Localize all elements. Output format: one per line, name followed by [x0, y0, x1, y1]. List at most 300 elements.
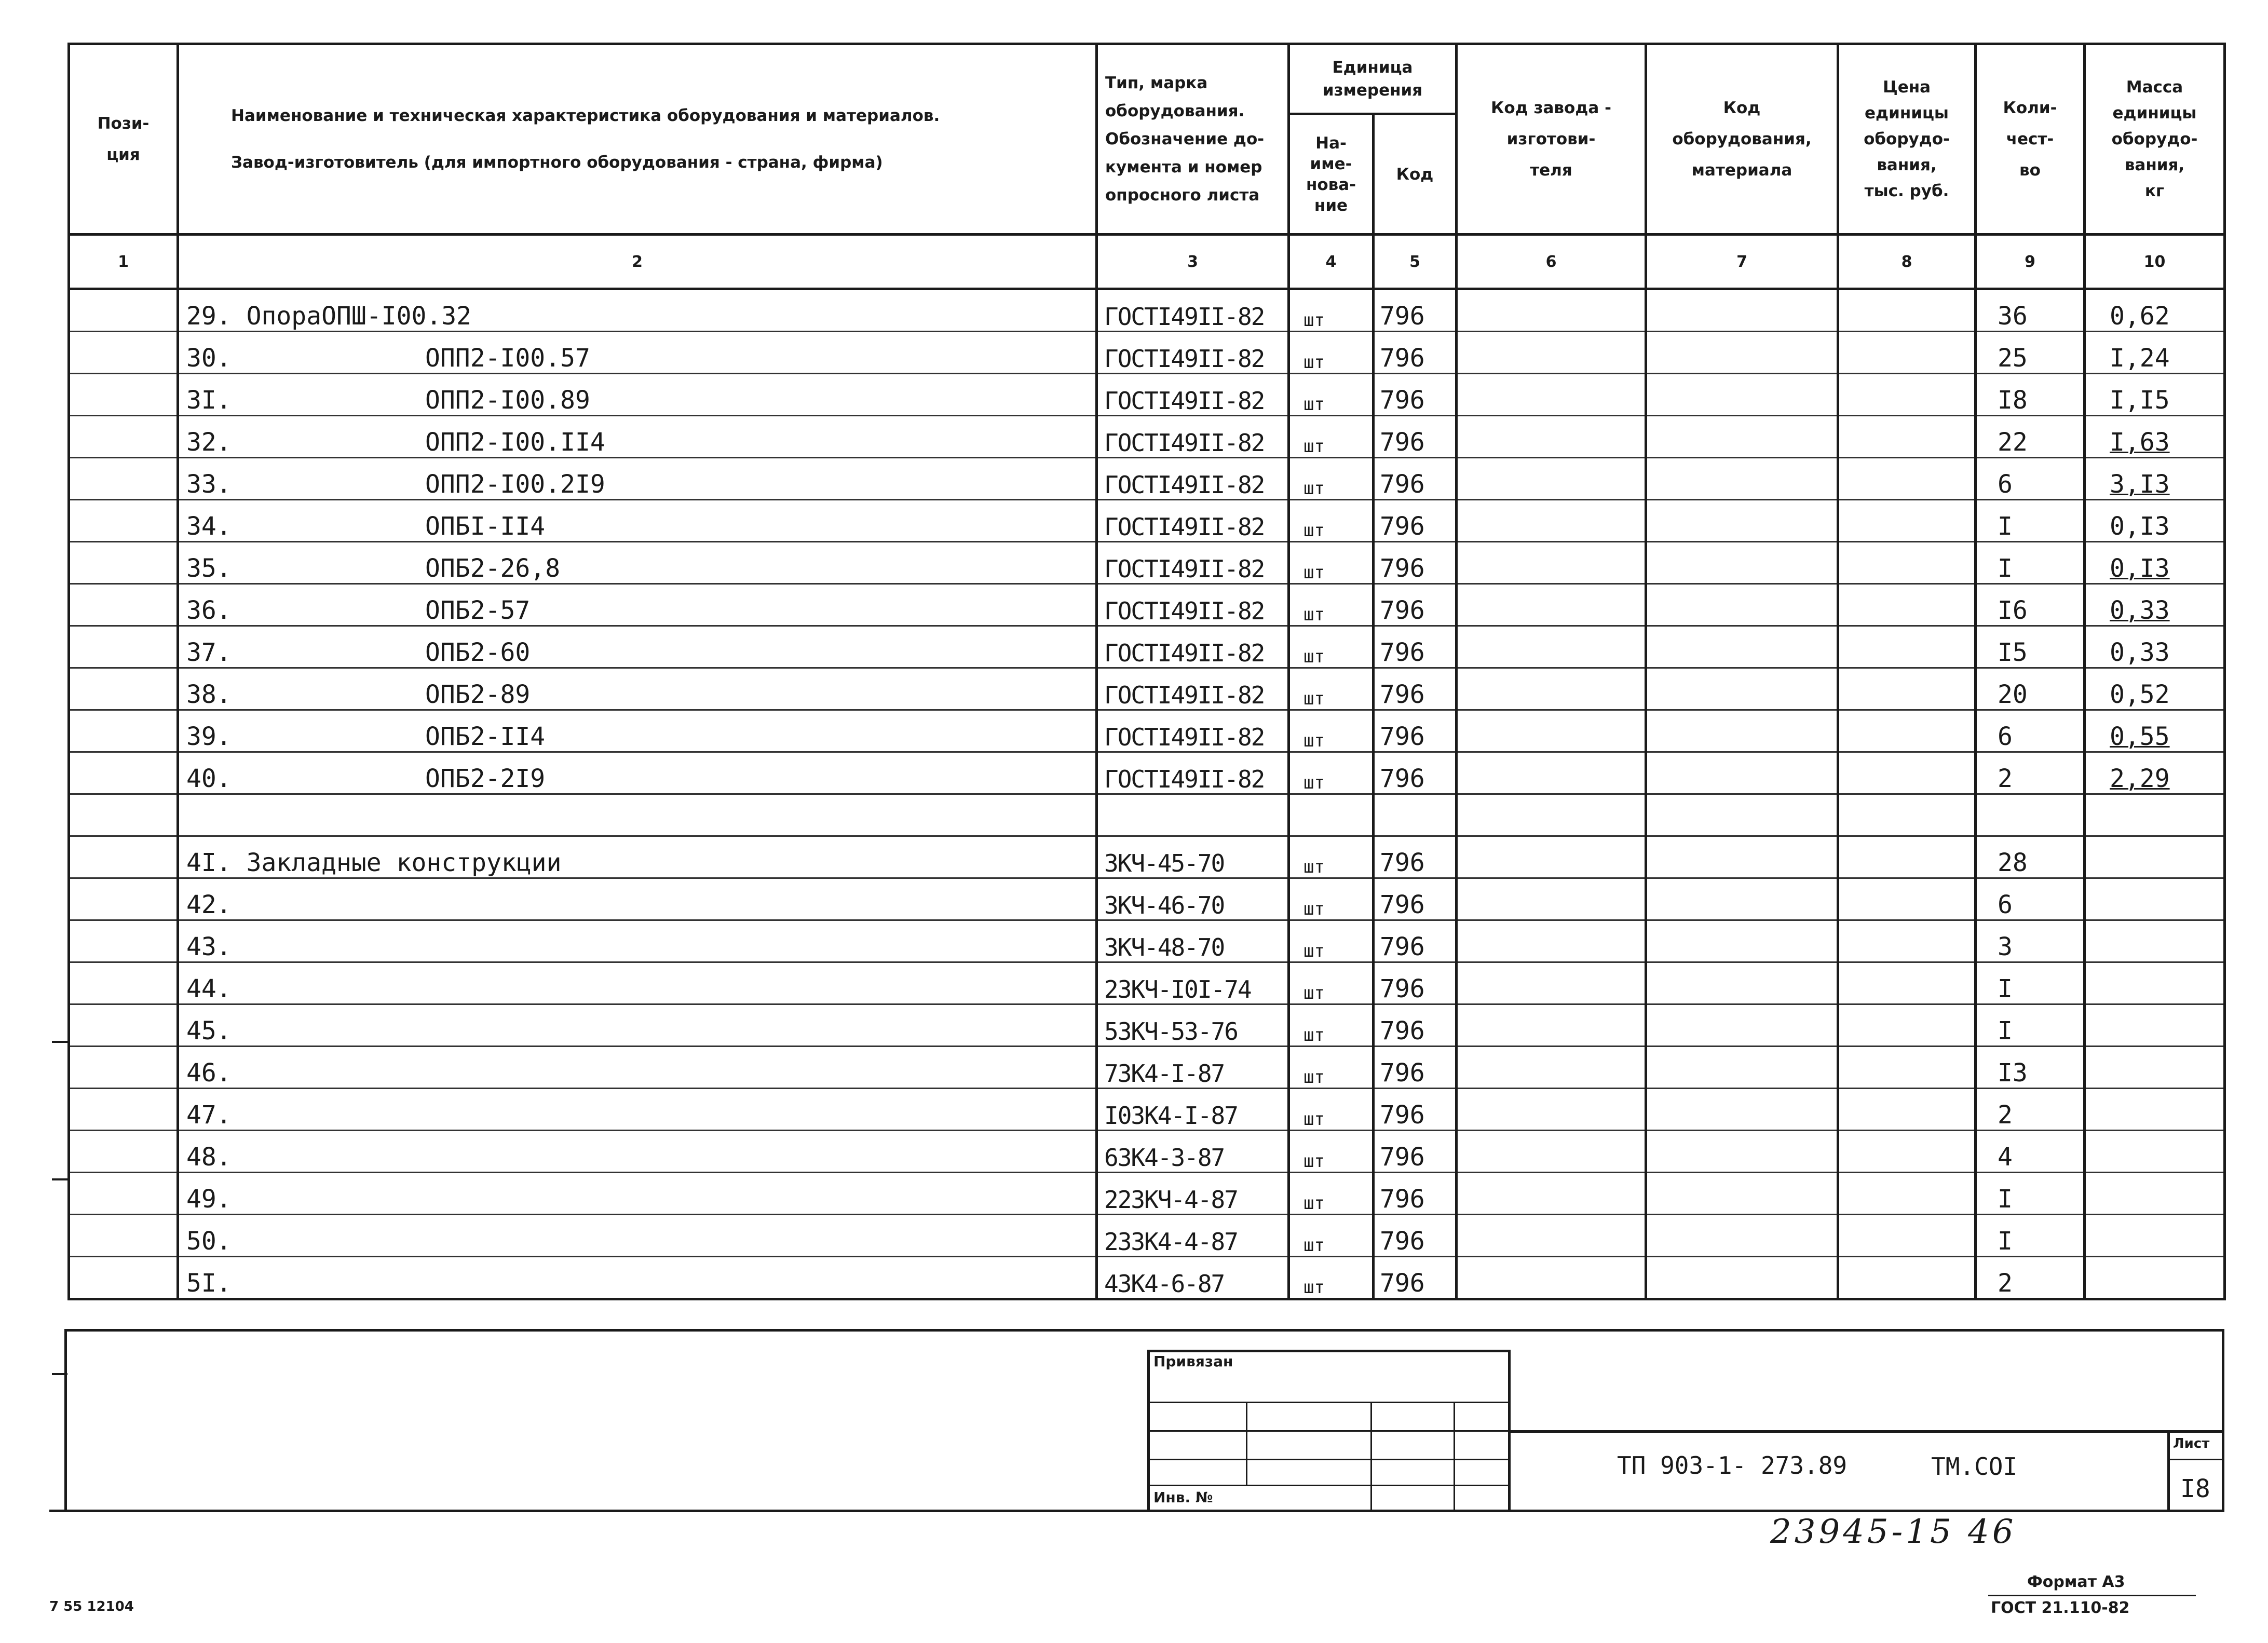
row-position: [69, 542, 178, 584]
row-unit-code: 796: [1374, 1047, 1457, 1089]
row-quantity: I5: [1976, 626, 2085, 668]
row-item-number: 44.: [186, 974, 232, 1003]
row-mass: [2085, 794, 2225, 836]
row-type: ГОСТI49II-82: [1097, 668, 1289, 710]
row-unit-code: 796: [1374, 289, 1457, 332]
row-factory-code: [1457, 626, 1646, 668]
row-equipment-code: [1646, 920, 1838, 962]
table-row: [69, 458, 2225, 500]
row-quantity: [1976, 794, 2085, 836]
row-item-mark: ОПШ-I00.32: [321, 302, 472, 331]
row-item-number: 40.: [186, 764, 232, 793]
stamp-grid-line: [1246, 1402, 1247, 1485]
row-item-number: 39.: [186, 722, 232, 751]
row-unit: шт: [1289, 458, 1374, 500]
row-name: [178, 584, 1097, 626]
row-type: ГОСТI49II-82: [1097, 542, 1289, 584]
row-item-number: 30.: [186, 344, 232, 373]
row-item-mark: ОПБI-II4: [425, 512, 546, 541]
row-equipment-code: [1646, 962, 1838, 1004]
row-factory-code: [1457, 542, 1646, 584]
row-mass: [2085, 1089, 2225, 1131]
row-name: [178, 668, 1097, 710]
row-type: 43К4-6-87: [1097, 1257, 1289, 1299]
row-price: [1838, 1089, 1976, 1131]
row-factory-code: [1457, 458, 1646, 500]
row-type: 53КЧ-53-76: [1097, 1004, 1289, 1047]
row-name: [178, 374, 1097, 416]
row-unit: шт: [1289, 710, 1374, 752]
stamp-grid-line: [1454, 1402, 1455, 1511]
row-unit-code: 796: [1374, 416, 1457, 458]
handwritten-registration-number: 23945-15 46: [1770, 1513, 2017, 1551]
row-unit-code: 796: [1374, 374, 1457, 416]
row-position: [69, 332, 178, 374]
spec-rows: [69, 289, 2225, 1299]
row-equipment-code: [1646, 668, 1838, 710]
row-price: [1838, 668, 1976, 710]
row-unit-code: 796: [1374, 1004, 1457, 1047]
row-unit-code: [1374, 794, 1457, 836]
table-row: [69, 1047, 2225, 1089]
row-quantity: 4: [1976, 1131, 2085, 1173]
row-unit-code: 796: [1374, 542, 1457, 584]
table-row: [69, 1215, 2225, 1257]
row-mass: [2085, 1047, 2225, 1089]
row-type: [1097, 794, 1289, 836]
row-unit-code: 796: [1374, 668, 1457, 710]
row-position: [69, 374, 178, 416]
row-item-mark: ОПБ2-2I9: [425, 764, 546, 793]
row-position: [69, 416, 178, 458]
row-quantity: 25: [1976, 332, 2085, 374]
sheet-label: Лист: [2173, 1436, 2210, 1451]
row-quantity: I6: [1976, 584, 2085, 626]
stamp-grid-line: [1147, 1430, 1511, 1432]
row-unit-code: 796: [1374, 878, 1457, 920]
row-position: [69, 584, 178, 626]
row-type: 223КЧ-4-87: [1097, 1173, 1289, 1215]
row-name: [178, 878, 1097, 920]
row-price: [1838, 332, 1976, 374]
row-position: [69, 1089, 178, 1131]
row-mass: 0,I3: [2085, 542, 2225, 584]
row-item-number: 34.: [186, 512, 232, 541]
row-name: [178, 289, 1097, 332]
row-quantity: 6: [1976, 710, 2085, 752]
row-unit: шт: [1289, 668, 1374, 710]
row-type: ГОСТI49II-82: [1097, 374, 1289, 416]
header-mass: Масса единицы оборудо- вания, кг: [2085, 44, 2225, 235]
row-name: [178, 500, 1097, 542]
row-type: ГОСТI49II-82: [1097, 752, 1289, 794]
row-unit: шт: [1289, 542, 1374, 584]
row-item-number: 5I.: [186, 1269, 232, 1298]
row-price: [1838, 289, 1976, 332]
row-quantity: I: [1976, 962, 2085, 1004]
row-quantity: 2: [1976, 1257, 2085, 1299]
row-unit-code: 796: [1374, 584, 1457, 626]
row-type: ГОСТI49II-82: [1097, 500, 1289, 542]
row-price: [1838, 878, 1976, 920]
row-unit: шт: [1289, 1131, 1374, 1173]
row-equipment-code: [1646, 836, 1838, 878]
row-unit-code: 796: [1374, 710, 1457, 752]
table-row: [69, 1089, 2225, 1131]
row-quantity: 22: [1976, 416, 2085, 458]
row-mass: I,I5: [2085, 374, 2225, 416]
row-position: [69, 962, 178, 1004]
row-mass: 0,I3: [2085, 500, 2225, 542]
row-unit: шт: [1289, 1173, 1374, 1215]
table-row: [69, 920, 2225, 962]
row-unit-code: 796: [1374, 1257, 1457, 1299]
format-label: Формат А3: [2027, 1573, 2125, 1591]
table-row: [69, 332, 2225, 374]
row-unit: шт: [1289, 1257, 1374, 1299]
table-row: [69, 836, 2225, 878]
table-row: [69, 1131, 2225, 1173]
row-item-mark: ОПБ2-II4: [425, 722, 546, 751]
row-type: 3КЧ-46-70: [1097, 878, 1289, 920]
sheet-box-line: [2167, 1430, 2170, 1512]
table-row: [69, 500, 2225, 542]
header-unit-name: На- име- нова- ние: [1290, 115, 1375, 233]
row-equipment-code: [1646, 1257, 1838, 1299]
row-type: ГОСТI49II-82: [1097, 289, 1289, 332]
title-block-right-line: [2222, 1329, 2224, 1512]
stamp-grid-line: [1147, 1459, 1511, 1460]
row-factory-code: [1457, 1004, 1646, 1047]
row-quantity: 6: [1976, 878, 2085, 920]
row-factory-code: [1457, 668, 1646, 710]
row-factory-code: [1457, 794, 1646, 836]
row-item-mark: ОПП2-I00.2I9: [425, 470, 605, 499]
header-type: Тип, марка оборудования. Обозначение до- кумента и номер опросного листа: [1097, 44, 1289, 235]
row-factory-code: [1457, 752, 1646, 794]
row-unit: шт: [1289, 920, 1374, 962]
row-type: ГОСТI49II-82: [1097, 458, 1289, 500]
stamp-grid-line: [1370, 1402, 1372, 1511]
row-unit-code: 796: [1374, 458, 1457, 500]
row-name: [178, 710, 1097, 752]
row-equipment-code: [1646, 458, 1838, 500]
row-unit: шт: [1289, 626, 1374, 668]
table-row: [69, 1004, 2225, 1047]
row-name: [178, 416, 1097, 458]
inventory-label: Инв. №: [1153, 1489, 1213, 1506]
row-mass: [2085, 836, 2225, 878]
row-quantity: 3: [1976, 920, 2085, 962]
sheet-box-divider: [2167, 1459, 2224, 1460]
row-name: [178, 332, 1097, 374]
row-factory-code: [1457, 836, 1646, 878]
row-type: 233К4-4-87: [1097, 1215, 1289, 1257]
row-position: [69, 794, 178, 836]
row-position: [69, 1215, 178, 1257]
row-unit-code: 796: [1374, 1173, 1457, 1215]
row-unit: шт: [1289, 416, 1374, 458]
row-position: [69, 500, 178, 542]
row-price: [1838, 626, 1976, 668]
row-name: [178, 1131, 1097, 1173]
row-name: [178, 626, 1097, 668]
row-name: [178, 1047, 1097, 1089]
row-price: [1838, 752, 1976, 794]
row-name: [178, 1004, 1097, 1047]
sheet-number: I8: [2180, 1474, 2210, 1503]
table-row: [69, 878, 2225, 920]
row-price: [1838, 1215, 1976, 1257]
row-equipment-code: [1646, 710, 1838, 752]
row-unit-code: 796: [1374, 1131, 1457, 1173]
stamp-top-line: [1147, 1350, 1511, 1352]
table-row: [69, 1173, 2225, 1215]
row-position: [69, 626, 178, 668]
row-position: [69, 1257, 178, 1299]
header-equipment-code: Код оборудования, материала: [1646, 44, 1838, 235]
row-position: [69, 1047, 178, 1089]
row-equipment-code: [1646, 416, 1838, 458]
row-name: [178, 1257, 1097, 1299]
row-mass: [2085, 878, 2225, 920]
row-type: 3КЧ-45-70: [1097, 836, 1289, 878]
row-unit: шт: [1289, 1047, 1374, 1089]
row-unit: шт: [1289, 500, 1374, 542]
privyazan-label: Привязан: [1153, 1353, 1233, 1370]
row-item-number: 50.: [186, 1227, 232, 1256]
row-unit-code: 796: [1374, 962, 1457, 1004]
row-unit: шт: [1289, 878, 1374, 920]
row-item-number: 35.: [186, 554, 232, 583]
row-unit: шт: [1289, 1089, 1374, 1131]
row-item-number: 4I. Закладные конструкции: [186, 848, 562, 877]
row-name: [178, 1173, 1097, 1215]
row-item-mark: ОПП2-I00.II4: [425, 428, 605, 457]
row-price: [1838, 1131, 1976, 1173]
row-price: [1838, 458, 1976, 500]
row-item-mark: ОПБ2-60: [425, 638, 531, 667]
row-equipment-code: [1646, 1089, 1838, 1131]
row-position: [69, 458, 178, 500]
col-number: 3: [1097, 235, 1289, 289]
row-unit-code: 796: [1374, 332, 1457, 374]
row-item-number: 3I.: [186, 386, 232, 415]
document-code: ТП 903-1- 273.89: [1617, 1451, 1848, 1479]
row-name: [178, 920, 1097, 962]
header-unit-title: Единица измерения: [1290, 45, 1455, 115]
section-code: ТМ.COI: [1931, 1452, 2018, 1481]
row-price: [1838, 374, 1976, 416]
row-item-number: 29. Опора: [186, 302, 322, 331]
row-name: [178, 752, 1097, 794]
row-price: [1838, 1173, 1976, 1215]
header-price: Цена единицы оборудо- вания, тыс. руб.: [1838, 44, 1976, 235]
row-equipment-code: [1646, 289, 1838, 332]
row-quantity: I: [1976, 542, 2085, 584]
row-equipment-code: [1646, 374, 1838, 416]
row-mass: I,63: [2085, 416, 2225, 458]
row-unit: шт: [1289, 836, 1374, 878]
row-item-mark: ОПБ2-26,8: [425, 554, 561, 583]
margin-tick: [52, 1041, 67, 1043]
row-price: [1838, 920, 1976, 962]
row-name: [178, 1089, 1097, 1131]
table-row: [69, 584, 2225, 626]
row-price: [1838, 1257, 1976, 1299]
title-block-top-line: [64, 1329, 2224, 1332]
row-unit: шт: [1289, 1215, 1374, 1257]
row-unit-code: 796: [1374, 920, 1457, 962]
row-factory-code: [1457, 332, 1646, 374]
row-factory-code: [1457, 962, 1646, 1004]
row-type: 3КЧ-48-70: [1097, 920, 1289, 962]
col-number: 10: [2085, 235, 2225, 289]
row-mass: 0,62: [2085, 289, 2225, 332]
row-item-number: 45.: [186, 1016, 232, 1045]
table-row: [69, 962, 2225, 1004]
row-equipment-code: [1646, 332, 1838, 374]
row-mass: 0,33: [2085, 626, 2225, 668]
row-position: [69, 710, 178, 752]
row-factory-code: [1457, 1215, 1646, 1257]
row-equipment-code: [1646, 1131, 1838, 1173]
stamp-grid-line: [1147, 1402, 1511, 1403]
row-item-number: 32.: [186, 428, 232, 457]
row-position: [69, 668, 178, 710]
stamp-grid-line: [1147, 1485, 1511, 1486]
col-number: 8: [1838, 235, 1976, 289]
row-unit: [1289, 794, 1374, 836]
gost-label: ГОСТ 21.110-82: [1991, 1599, 2130, 1617]
row-unit: шт: [1289, 374, 1374, 416]
row-quantity: I: [1976, 1215, 2085, 1257]
col-number: 5: [1374, 235, 1457, 289]
row-mass: [2085, 962, 2225, 1004]
row-unit-code: 796: [1374, 500, 1457, 542]
title-mid-line: [1511, 1430, 2224, 1433]
row-mass: I,24: [2085, 332, 2225, 374]
row-price: [1838, 500, 1976, 542]
row-name: [178, 962, 1097, 1004]
header-position: Пози- ция: [69, 44, 178, 235]
table-row: [69, 416, 2225, 458]
row-unit: шт: [1289, 584, 1374, 626]
row-price: [1838, 542, 1976, 584]
row-quantity: I: [1976, 1173, 2085, 1215]
row-factory-code: [1457, 584, 1646, 626]
row-factory-code: [1457, 1257, 1646, 1299]
row-position: [69, 878, 178, 920]
margin-tick: [52, 1178, 67, 1180]
left-footer-code: 7 55 12104: [49, 1599, 134, 1614]
header-name: Наименование и техническая характеристика оборудования и материалов. Завод-изготовитель (для импортного оборудования - страна, фирма): [178, 44, 1097, 235]
row-unit-code: 796: [1374, 752, 1457, 794]
row-position: [69, 1173, 178, 1215]
table-row: [69, 289, 2225, 332]
row-mass: [2085, 1004, 2225, 1047]
row-unit: шт: [1289, 332, 1374, 374]
row-quantity: I: [1976, 1004, 2085, 1047]
row-item-mark: ОПП2-I00.89: [425, 386, 590, 415]
row-equipment-code: [1646, 752, 1838, 794]
col-number: 2: [178, 235, 1097, 289]
table-row: [69, 710, 2225, 752]
row-equipment-code: [1646, 1004, 1838, 1047]
row-equipment-code: [1646, 1215, 1838, 1257]
row-equipment-code: [1646, 584, 1838, 626]
row-mass: [2085, 1215, 2225, 1257]
row-unit-code: 796: [1374, 1089, 1457, 1131]
row-position: [69, 752, 178, 794]
table-row: [69, 542, 2225, 584]
row-factory-code: [1457, 1089, 1646, 1131]
row-quantity: 6: [1976, 458, 2085, 500]
row-type: ГОСТI49II-82: [1097, 584, 1289, 626]
row-price: [1838, 836, 1976, 878]
row-unit-code: 796: [1374, 626, 1457, 668]
margin-tick: [52, 1373, 67, 1375]
row-equipment-code: [1646, 626, 1838, 668]
row-item-number: 47.: [186, 1101, 232, 1130]
row-mass: 0,52: [2085, 668, 2225, 710]
row-unit: шт: [1289, 289, 1374, 332]
header-quantity: Коли- чест- во: [1976, 44, 2085, 235]
row-mass: [2085, 1257, 2225, 1299]
row-mass: 0,55: [2085, 710, 2225, 752]
row-item-number: 33.: [186, 470, 232, 499]
row-equipment-code: [1646, 794, 1838, 836]
title-block-left-line: [64, 1329, 67, 1512]
row-item-number: 48.: [186, 1143, 232, 1172]
row-factory-code: [1457, 1131, 1646, 1173]
row-type: 63К4-3-87: [1097, 1131, 1289, 1173]
title-block-bottom-line: [49, 1510, 2224, 1512]
row-position: [69, 920, 178, 962]
row-position: [69, 1131, 178, 1173]
row-item-number: 42.: [186, 890, 232, 919]
row-factory-code: [1457, 710, 1646, 752]
row-item-number: 49.: [186, 1185, 232, 1214]
table-row: [69, 668, 2225, 710]
row-equipment-code: [1646, 878, 1838, 920]
row-mass: 0,33: [2085, 584, 2225, 626]
row-price: [1838, 794, 1976, 836]
row-equipment-code: [1646, 1173, 1838, 1215]
row-unit-code: 796: [1374, 1215, 1457, 1257]
col-number: 4: [1289, 235, 1374, 289]
header-unit-group: [1289, 44, 1457, 235]
row-price: [1838, 1047, 1976, 1089]
row-type: 73К4-I-87: [1097, 1047, 1289, 1089]
row-mass: [2085, 1173, 2225, 1215]
row-price: [1838, 710, 1976, 752]
row-unit: шт: [1289, 1004, 1374, 1047]
table-row: [69, 794, 2225, 836]
row-quantity: 2: [1976, 1089, 2085, 1131]
column-number-row: [69, 235, 2225, 289]
row-factory-code: [1457, 500, 1646, 542]
row-item-mark: ОПБ2-89: [425, 680, 531, 709]
table-row: [69, 1257, 2225, 1299]
row-factory-code: [1457, 289, 1646, 332]
col-number: 9: [1976, 235, 2085, 289]
col-number: 1: [69, 235, 178, 289]
row-position: [69, 289, 178, 332]
row-quantity: 28: [1976, 836, 2085, 878]
row-price: [1838, 1004, 1976, 1047]
row-type: ГОСТI49II-82: [1097, 332, 1289, 374]
